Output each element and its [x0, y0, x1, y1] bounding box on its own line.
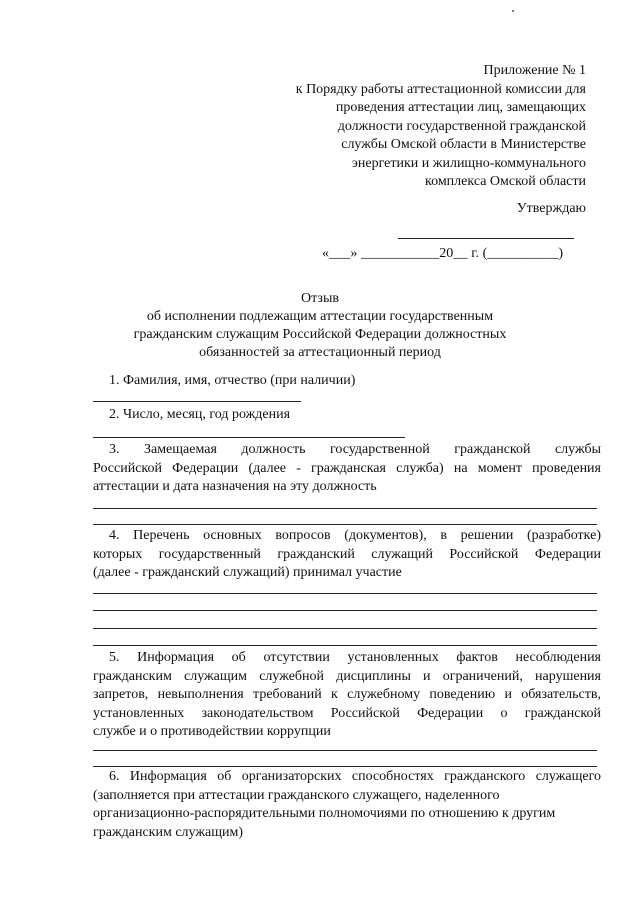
appendix-line: службы Омской области в Министерстве	[341, 137, 586, 152]
item-6-line: (заполняется при аттестации гражданского служащего, наделенного	[93, 787, 500, 803]
fill-line-1	[93, 401, 301, 402]
fill-line-2	[93, 437, 405, 438]
item-6-line: организационно-распорядительными полномочиями по отношению к другим	[93, 806, 556, 821]
document-title	[100, 290, 540, 362]
item-5-line: запретов, невыполнения требований к служебному поведению и обязательств,	[93, 687, 601, 702]
item-4-line: 4. Перечень основных вопросов (документов), в решении (разработке)	[109, 528, 601, 543]
item-5-line: службе и о противодействии коррупции	[93, 724, 331, 739]
item-4	[93, 527, 601, 583]
signature-line	[398, 238, 574, 239]
item-5-line: установленных законодательством Российской Федерации о гражданской	[93, 705, 601, 721]
item-3-line: аттестации и дата назначения на эту должность	[93, 479, 377, 494]
item-2-text: 2. Число, месяц, год рождения	[109, 407, 291, 422]
appendix-line: Приложение № 1	[483, 63, 586, 78]
item-4-line: которых государственный гражданский служащий Российской Федерации	[93, 546, 601, 562]
item-2	[93, 406, 601, 425]
fill-line-5b	[93, 766, 597, 767]
fill-line-4a	[93, 593, 597, 594]
fill-line-5a	[93, 750, 597, 751]
fill-line-4d	[93, 645, 597, 646]
item-5-line: гражданским служащим служебной дисциплины и ограничений, нарушения	[93, 668, 601, 684]
appendix-line: проведения аттестации лиц, замещающих	[335, 100, 586, 115]
fill-line-4c	[93, 628, 597, 629]
title-line: гражданским служащим Российской Федерации должностных	[133, 327, 507, 342]
item-3	[93, 441, 601, 497]
item-6	[93, 768, 601, 842]
title-heading: Отзыв	[301, 291, 339, 306]
fill-line-4b	[93, 610, 597, 611]
item-1	[93, 372, 601, 391]
title-line: обязанностей за аттестационный период	[199, 345, 441, 360]
item-4-line: (далее - гражданский служащий) принимал участие	[93, 565, 402, 580]
appendix-line: комплекса Омской области	[425, 174, 586, 189]
fill-line-3b	[93, 524, 597, 525]
item-6-line: 6. Информация об организаторских способностях гражданского служащего	[109, 769, 601, 784]
approval-label: Утверждаю	[516, 201, 586, 216]
appendix-line: к Порядку работы аттестационной комиссии для	[295, 81, 586, 97]
item-1-text: 1. Фамилия, имя, отчество (при наличии)	[109, 373, 356, 388]
item-5-line: 5. Информация об отсутствии установленных фактов несоблюдения	[109, 650, 601, 665]
item-6-line: гражданским служащим)	[93, 824, 244, 840]
appendix-header	[246, 62, 586, 192]
approval-date-line: «___» ___________20__ г. (__________)	[322, 246, 564, 261]
appendix-line: должности государственной гражданской	[337, 118, 586, 134]
item-3-line: 3. Замещаемая должность государственной гражданской службы	[109, 442, 601, 457]
item-3-line: Российской Федерации (далее - гражданская служба) на момент проведения	[93, 460, 601, 476]
scan-speck	[512, 10, 514, 12]
fill-line-3a	[93, 508, 597, 509]
item-5	[93, 649, 601, 742]
appendix-line: энергетики и жилищно-коммунального	[351, 155, 586, 171]
title-line: об исполнении подлежащим аттестации государственным	[146, 309, 494, 324]
